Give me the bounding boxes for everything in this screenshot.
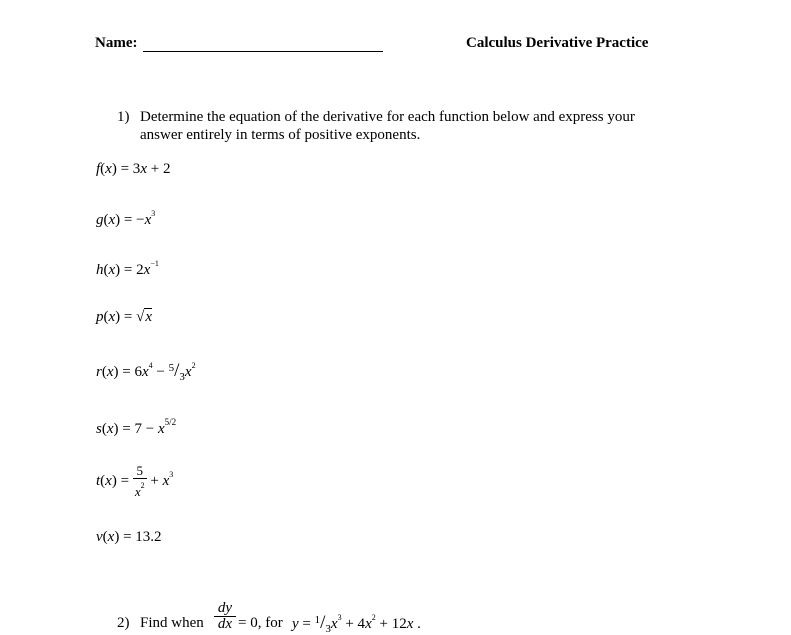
- question-1-text-line2: answer entirely in terms of positive exponents.: [140, 127, 421, 143]
- function-p: p(x) = √x: [96, 309, 153, 325]
- question-2-text-a: Find when: [140, 615, 204, 631]
- dx-label: dx: [217, 616, 233, 632]
- function-h: $h(x) = 2x^{-1}$: [96, 259, 159, 278]
- function-g: $g(x) = -x^3$: [96, 209, 156, 228]
- function-v: v(x) = 13.2: [96, 529, 162, 545]
- fraction-5-over-x2: $\frac{5}{x^2}$: [134, 463, 145, 499]
- name-label: Name:: [95, 35, 138, 51]
- dy-label: dy: [217, 600, 233, 616]
- worksheet-title: Calculus Derivative Practice: [466, 35, 649, 51]
- function-s: $s(x) = 7 - x^{5/2}$: [96, 417, 177, 437]
- question-2-number: 2): [117, 615, 130, 631]
- name-blank-line: [143, 51, 383, 52]
- function-t: t(x) = $\frac{5}{x^2}$ + $x^3$: [96, 463, 174, 499]
- dy-dx-fraction: [214, 601, 236, 631]
- sqrt-symbol: √x: [136, 309, 153, 325]
- function-r: $r(x) = 6x^4 - 5/3x^2$: [96, 360, 196, 383]
- question-1-number: 1): [117, 109, 130, 125]
- question-2-text-b: = 0, for: [238, 615, 283, 631]
- question-2-equation: $y = 1/3x^3 + 4x^2 + 12x$ .: [292, 612, 421, 635]
- function-f: f(x) = 3x + 2: [96, 161, 171, 177]
- question-1-text-line1: Determine the equation of the derivative for each function below and express your: [140, 109, 635, 125]
